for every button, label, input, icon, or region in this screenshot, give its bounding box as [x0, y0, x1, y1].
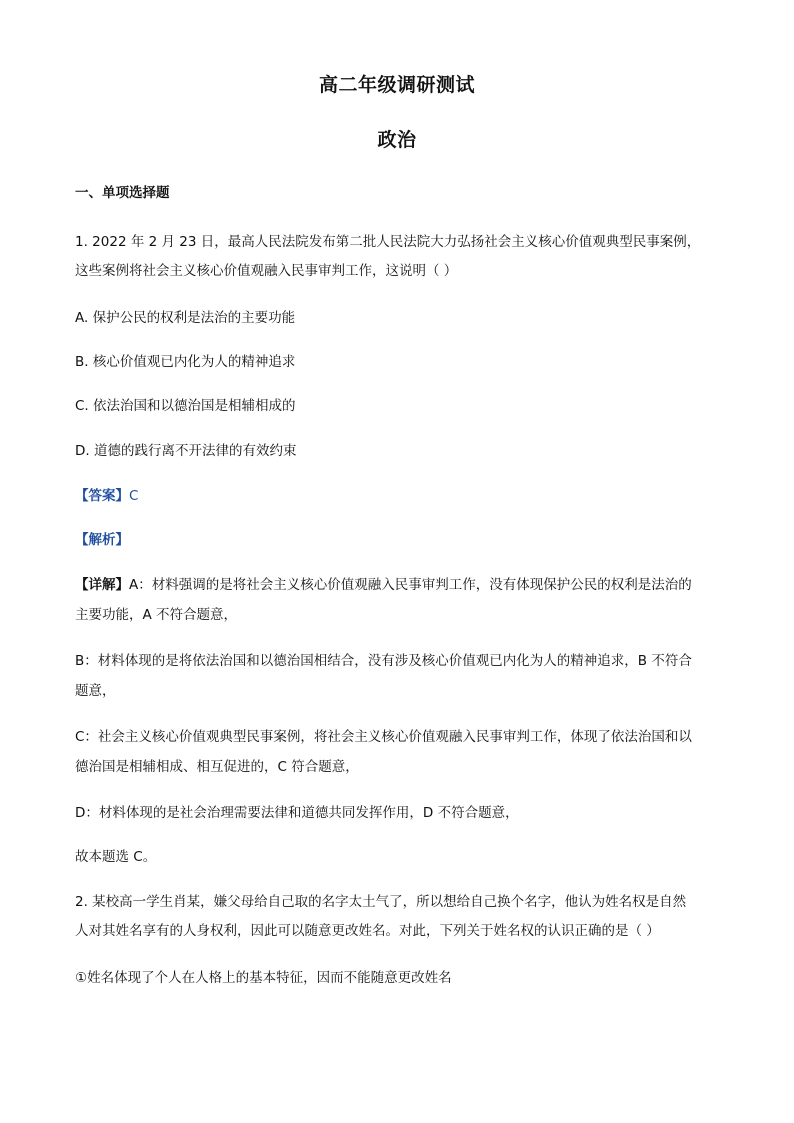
- analysis-line: [75, 531, 725, 549]
- conclusion-line: 故本题选 C。: [75, 849, 157, 865]
- question-1-option-d: D. 道德的践行离不开法律的有效约束: [75, 443, 297, 459]
- detail-b-line-2: 题意，: [75, 683, 116, 699]
- detail-c-line-2: 德治国是相辅相成、相互促进的，C 符合题意，: [75, 759, 359, 775]
- answer-tag: 【答案】: [75, 488, 129, 504]
- detail-c-line-1: C：社会主义核心价值观典型民事案例，将社会主义核心价值观融入民事审判工作，体现了依法治国和以: [75, 729, 692, 745]
- answer-value: C: [129, 488, 139, 504]
- detail-a-text-1: A：材料强调的是将社会主义核心价值观融入民事审判工作，没有体现保护公民的权利是法治的: [129, 577, 692, 593]
- detail-b-line-1: B：材料体现的是将依法治国和以德治国相结合，没有涉及核心价值观已内化为人的精神追求，B 不符合: [75, 653, 692, 669]
- question-2-stem-line-1: 2. 某校高一学生肖某，嫌父母给自己取的名字太土气了，所以想给自己换个名字，他认为姓名权是自然: [75, 894, 687, 910]
- question-1-option-b: B. 核心价值观已内化为人的精神追求: [75, 354, 296, 370]
- answer-line: [75, 487, 725, 505]
- subject-title: 政治: [377, 129, 417, 151]
- exam-title: 高二年级调研测试: [318, 74, 475, 96]
- section-heading: 一、单项选择题: [75, 185, 170, 201]
- question-1-option-a: A. 保护公民的权利是法治的主要功能: [75, 310, 296, 326]
- detail-d-line-1: D：材料体现的是社会治理需要法律和道德共同发挥作用，D 不符合题意，: [75, 805, 519, 821]
- question-2-stem-line-2: 人对其姓名享有的人身权利，因此可以随意更改姓名。对此，下列关于姓名权的认识正确的是（ ）: [75, 923, 660, 939]
- question-2-option-1: ①姓名体现了个人在人格上的基本特征，因而不能随意更改姓名: [75, 970, 452, 986]
- detail-tag: 【详解】: [75, 577, 129, 593]
- detail-a-line-2: 主要功能，A 不符合题意，: [75, 607, 238, 623]
- detail-a-line-1: [75, 576, 725, 594]
- question-1-stem-line-1: 1. 2022 年 2 月 23 日，最高人民法院发布第二批人民法院大力弘扬社会主义核心价值观典型民事案例，: [75, 234, 701, 250]
- analysis-tag: 【解析】: [75, 532, 129, 548]
- question-1-option-c: C. 依法治国和以德治国是相辅相成的: [75, 398, 296, 414]
- question-1-stem-line-2: 这些案例将社会主义核心价值观融入民事审判工作，这说明（ ）: [75, 263, 458, 279]
